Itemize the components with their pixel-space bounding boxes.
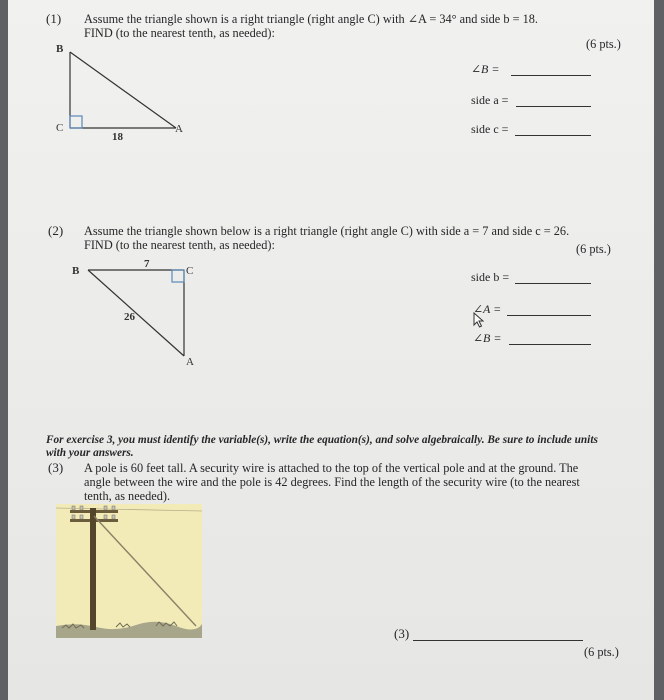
answer-side-a-blank[interactable]	[516, 106, 591, 107]
pole-wire-illustration	[56, 504, 202, 638]
problem2-instruction: FIND (to the nearest tenth, as needed):	[84, 238, 275, 252]
vertex-a-label: A	[175, 123, 183, 135]
answer-angle-a-label: ∠A =	[473, 302, 502, 316]
problem3-statement-line2: angle between the wire and the pole is 42 degrees. Find the length of the security wire (to the nearest	[84, 475, 580, 489]
answer3-blank[interactable]	[413, 640, 583, 641]
problem1-number: (1)	[46, 11, 62, 26]
side-c-length: 26	[124, 311, 135, 323]
answer-side-b-blank[interactable]	[515, 283, 591, 284]
triangle2-side-c	[88, 270, 184, 356]
answer-side-b-label: side b =	[471, 270, 510, 284]
answer-side-c-blank[interactable]	[515, 135, 591, 136]
problem2-statement: Assume the triangle shown below is a right triangle (right angle C) with side a = 7 and side c = 26.	[84, 224, 570, 238]
problem3-points: (6 pts.)	[584, 645, 619, 659]
answer3-label: (3)	[394, 626, 410, 641]
problem1-instruction: FIND (to the nearest tenth, as needed):	[84, 26, 275, 40]
illustration-background	[56, 504, 202, 638]
answer-angle-b-blank[interactable]	[511, 75, 591, 76]
vertex-a-label: A	[186, 356, 194, 368]
problem3-number: (3)	[48, 460, 64, 475]
problem1-statement: Assume the triangle shown is a right triangle (right angle C) with ∠A = 34° and side b = 18.	[84, 12, 538, 26]
exercise3-instructions-line1: For exercise 3, you must identify the variable(s), write the equation(s), and solve algebraically. Be sure to include units	[46, 434, 598, 446]
vertex-b-label: B	[56, 43, 64, 55]
problem3-statement-line3: tenth, as needed).	[84, 489, 171, 503]
answer-angle-b-label: ∠B =	[471, 62, 500, 76]
worksheet-page	[8, 0, 654, 700]
answer-side-a-label: side a =	[471, 93, 509, 107]
right-angle-marker	[70, 116, 82, 128]
answer-angle-b-blank[interactable]	[509, 344, 591, 345]
vertex-c-label: C	[186, 265, 194, 277]
problem1-points: (6 pts.)	[586, 37, 621, 51]
problem2-triangle-diagram	[60, 258, 200, 368]
vertex-b-label: B	[72, 265, 80, 277]
pole	[90, 508, 96, 630]
answer-side-c-label: side c =	[471, 122, 509, 136]
problem3-statement-line1: A pole is 60 feet tall. A security wire is attached to the top of the vertical pole and at the ground. The	[84, 461, 579, 475]
exercise3-instructions-line2: with your answers.	[46, 447, 134, 459]
triangle1-side-c	[70, 52, 176, 128]
right-angle-marker	[172, 270, 184, 282]
problem2-points: (6 pts.)	[576, 242, 611, 256]
answer-angle-b-label: ∠B =	[473, 331, 502, 345]
side-a-length: 7	[144, 258, 150, 270]
side-b-length: 18	[112, 131, 123, 143]
answer-angle-a-blank[interactable]	[507, 315, 591, 316]
mouse-cursor-icon	[472, 312, 486, 328]
problem1-triangle-diagram	[38, 40, 198, 150]
problem2-number: (2)	[48, 223, 64, 238]
vertex-c-label: C	[56, 122, 64, 134]
